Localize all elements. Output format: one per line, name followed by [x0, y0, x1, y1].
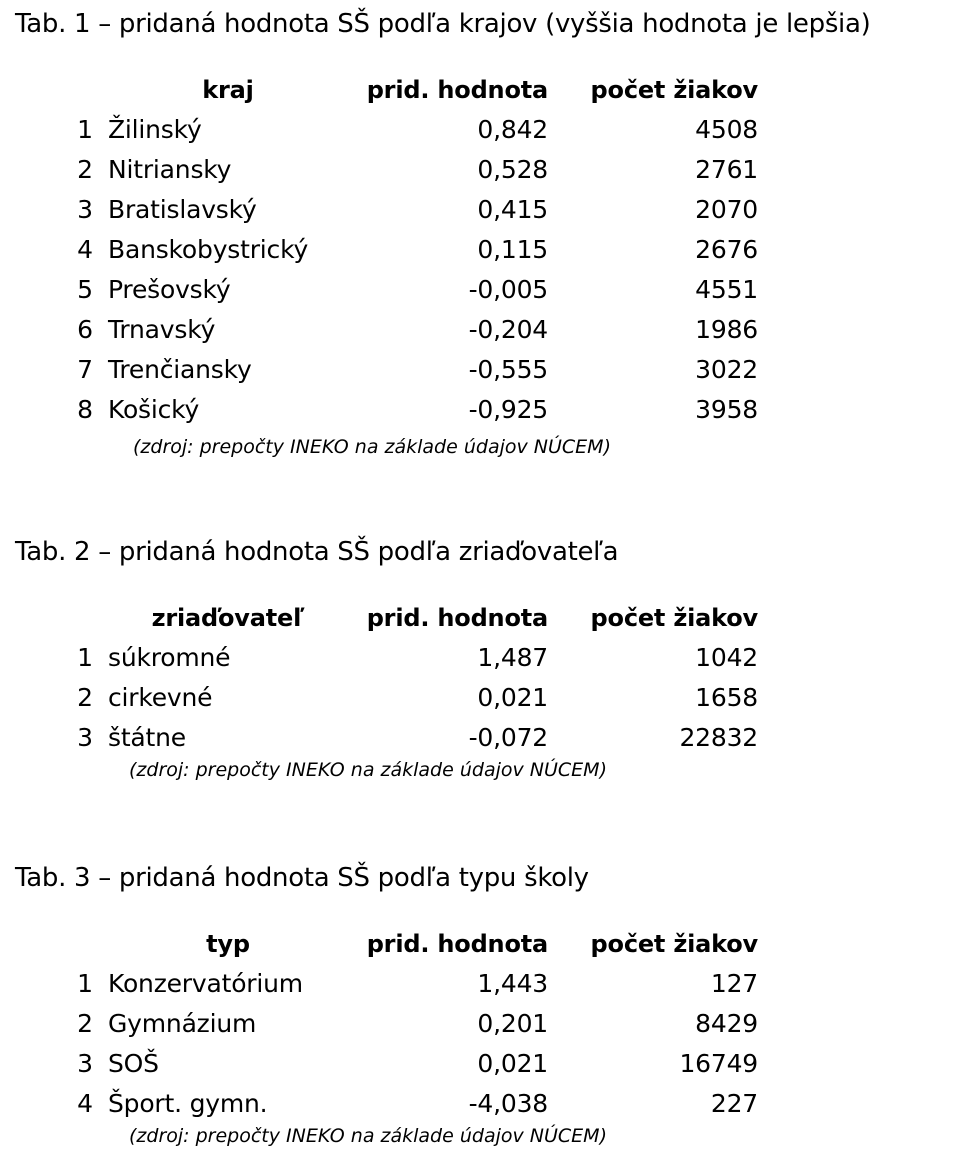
table-header-row — [62, 70, 758, 110]
table-row — [62, 350, 758, 390]
row-count: 1658 — [695, 683, 758, 712]
table-2 — [62, 598, 758, 758]
row-value: 0,021 — [477, 683, 548, 712]
table-row — [62, 190, 758, 230]
table-2-source: (zdroj: prepočty INEKO na základe údajov NÚCEM) — [129, 759, 607, 781]
row-name: Prešovský — [108, 275, 231, 304]
row-index: 5 — [77, 275, 93, 304]
row-value: 0,528 — [477, 155, 548, 184]
row-value: 0,415 — [477, 195, 548, 224]
row-count: 22832 — [679, 723, 758, 752]
row-count: 16749 — [679, 1049, 758, 1078]
row-name: Šport. gymn. — [108, 1089, 268, 1118]
row-name: Košický — [108, 395, 200, 424]
header-index — [62, 70, 108, 110]
row-count: 127 — [710, 969, 758, 998]
row-value: 1,443 — [477, 969, 548, 998]
table-3 — [62, 924, 758, 1124]
header-name: zriaďovateľ — [151, 604, 305, 632]
row-index: 1 — [77, 969, 93, 998]
row-value: -4,038 — [468, 1089, 548, 1118]
row-value: 0,021 — [477, 1049, 548, 1078]
table-row — [62, 150, 758, 190]
row-index: 8 — [77, 395, 93, 424]
row-value: -0,925 — [468, 395, 548, 424]
row-count: 1042 — [695, 643, 758, 672]
row-index: 2 — [77, 1009, 93, 1038]
header-index — [62, 924, 108, 964]
row-index: 3 — [77, 195, 93, 224]
row-index: 4 — [77, 1089, 93, 1118]
row-name: Žilinský — [108, 115, 202, 144]
row-name: Konzervatórium — [108, 969, 303, 998]
header-count: počet žiakov — [590, 930, 758, 958]
table-row — [62, 964, 758, 1004]
table-1-source: (zdroj: prepočty INEKO na základe údajov NÚCEM) — [133, 436, 611, 458]
row-value: -0,072 — [468, 723, 548, 752]
table-row — [62, 1044, 758, 1084]
table-row — [62, 718, 758, 758]
row-name: cirkevné — [108, 683, 213, 712]
row-index: 3 — [77, 723, 93, 752]
row-count: 4508 — [695, 115, 758, 144]
row-count: 2070 — [695, 195, 758, 224]
row-value: -0,204 — [468, 315, 548, 344]
table-row — [62, 390, 758, 430]
row-index: 6 — [77, 315, 93, 344]
table-1-title: Tab. 1 – pridaná hodnota SŠ podľa krajov (vyššia hodnota je lepšia) — [15, 9, 871, 39]
table-row — [62, 678, 758, 718]
row-name: štátne — [108, 723, 186, 752]
table-row — [62, 638, 758, 678]
header-count: počet žiakov — [590, 604, 758, 632]
table-3-title: Tab. 3 – pridaná hodnota SŠ podľa typu školy — [15, 863, 589, 893]
row-value: 0,842 — [477, 115, 548, 144]
row-count: 2761 — [695, 155, 758, 184]
table-2-title: Tab. 2 – pridaná hodnota SŠ podľa zriaďovateľa — [15, 537, 619, 567]
row-index: 1 — [77, 643, 93, 672]
header-value: prid. hodnota — [366, 76, 548, 104]
row-count: 4551 — [695, 275, 758, 304]
row-count: 2676 — [695, 235, 758, 264]
table-1 — [62, 70, 758, 430]
table-row — [62, 1004, 758, 1044]
row-index: 2 — [77, 683, 93, 712]
row-name: Banskobystrický — [108, 235, 309, 264]
table-header-row — [62, 598, 758, 638]
table-row — [62, 1084, 758, 1124]
row-value: 1,487 — [477, 643, 548, 672]
row-name: Nitriansky — [108, 155, 232, 184]
row-index: 2 — [77, 155, 93, 184]
header-value: prid. hodnota — [366, 930, 548, 958]
row-index: 7 — [77, 355, 93, 384]
table-row — [62, 270, 758, 310]
table-header-row — [62, 924, 758, 964]
row-name: Trnavský — [108, 315, 216, 344]
row-name: Gymnázium — [108, 1009, 257, 1038]
row-value: 0,115 — [477, 235, 548, 264]
row-index: 3 — [77, 1049, 93, 1078]
header-value: prid. hodnota — [366, 604, 548, 632]
header-index — [62, 598, 108, 638]
row-count: 227 — [710, 1089, 758, 1118]
row-count: 1986 — [695, 315, 758, 344]
table-row — [62, 110, 758, 150]
row-name: SOŠ — [108, 1049, 159, 1078]
header-name: kraj — [202, 76, 254, 104]
row-name: Bratislavský — [108, 195, 257, 224]
row-value: -0,005 — [468, 275, 548, 304]
row-value: -0,555 — [468, 355, 548, 384]
header-count: počet žiakov — [590, 76, 758, 104]
row-count: 3022 — [695, 355, 758, 384]
row-index: 1 — [77, 115, 93, 144]
row-count: 8429 — [695, 1009, 758, 1038]
row-name: Trenčiansky — [108, 355, 252, 384]
table-3-source: (zdroj: prepočty INEKO na základe údajov NÚCEM) — [129, 1125, 607, 1147]
table-row — [62, 230, 758, 270]
row-name: súkromné — [108, 643, 231, 672]
table-row — [62, 310, 758, 350]
row-index: 4 — [77, 235, 93, 264]
row-count: 3958 — [695, 395, 758, 424]
row-value: 0,201 — [477, 1009, 548, 1038]
header-name: typ — [206, 930, 250, 958]
